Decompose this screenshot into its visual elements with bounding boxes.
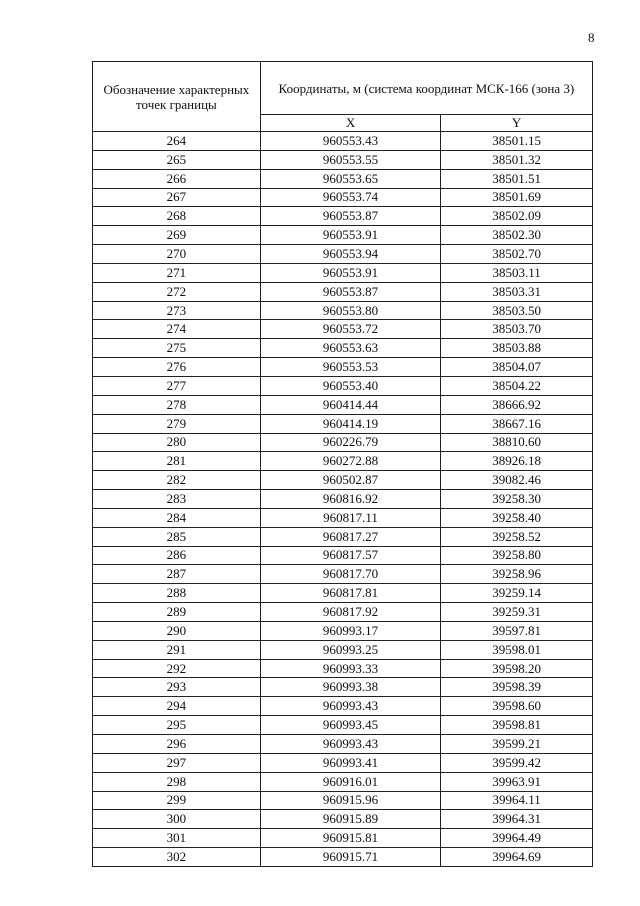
point-cell: 298 xyxy=(93,772,261,791)
y-coordinate-cell: 39258.52 xyxy=(441,527,593,546)
table-row xyxy=(93,584,593,603)
table-row xyxy=(93,603,593,622)
table-row xyxy=(93,376,593,395)
table-row xyxy=(93,848,593,867)
x-coordinate-cell: 960817.11 xyxy=(260,508,440,527)
y-coordinate-cell: 39258.30 xyxy=(441,490,593,509)
x-coordinate-cell: 960817.70 xyxy=(260,565,440,584)
point-cell: 266 xyxy=(93,169,261,188)
table-row xyxy=(93,527,593,546)
point-cell: 277 xyxy=(93,376,261,395)
point-cell: 300 xyxy=(93,810,261,829)
x-coordinate-cell: 960915.89 xyxy=(260,810,440,829)
point-cell: 281 xyxy=(93,452,261,471)
point-cell: 286 xyxy=(93,546,261,565)
point-cell: 279 xyxy=(93,414,261,433)
x-coordinate-cell: 960553.94 xyxy=(260,245,440,264)
y-coordinate-cell: 38503.50 xyxy=(441,301,593,320)
point-cell: 275 xyxy=(93,339,261,358)
table-row xyxy=(93,282,593,301)
table-row xyxy=(93,640,593,659)
x-coordinate-cell: 960993.25 xyxy=(260,640,440,659)
x-coordinate-cell: 960553.87 xyxy=(260,207,440,226)
y-coordinate-cell: 39964.11 xyxy=(441,791,593,810)
point-cell: 269 xyxy=(93,226,261,245)
y-column-header: Y xyxy=(441,115,593,132)
point-cell: 301 xyxy=(93,829,261,848)
table-row xyxy=(93,452,593,471)
point-cell: 297 xyxy=(93,753,261,772)
table-header xyxy=(93,62,593,132)
table-row xyxy=(93,188,593,207)
point-cell: 276 xyxy=(93,358,261,377)
x-coordinate-cell: 960553.65 xyxy=(260,169,440,188)
x-coordinate-cell: 960993.38 xyxy=(260,678,440,697)
y-coordinate-cell: 38501.15 xyxy=(441,132,593,151)
point-cell: 288 xyxy=(93,584,261,603)
x-coordinate-cell: 960553.72 xyxy=(260,320,440,339)
y-coordinate-cell: 39082.46 xyxy=(441,471,593,490)
x-coordinate-cell: 960502.87 xyxy=(260,471,440,490)
table-row xyxy=(93,735,593,754)
x-coordinate-cell: 960993.41 xyxy=(260,753,440,772)
point-cell: 302 xyxy=(93,848,261,867)
x-coordinate-cell: 960817.81 xyxy=(260,584,440,603)
x-coordinate-cell: 960553.55 xyxy=(260,150,440,169)
point-cell: 282 xyxy=(93,471,261,490)
point-cell: 267 xyxy=(93,188,261,207)
x-coordinate-cell: 960553.63 xyxy=(260,339,440,358)
y-coordinate-cell: 39598.39 xyxy=(441,678,593,697)
point-cell: 264 xyxy=(93,132,261,151)
table-row xyxy=(93,565,593,584)
table-row xyxy=(93,791,593,810)
point-cell: 295 xyxy=(93,716,261,735)
x-coordinate-cell: 960817.57 xyxy=(260,546,440,565)
point-cell: 284 xyxy=(93,508,261,527)
y-coordinate-cell: 39599.42 xyxy=(441,753,593,772)
x-coordinate-cell: 960553.74 xyxy=(260,188,440,207)
table-row xyxy=(93,508,593,527)
x-coordinate-cell: 960414.19 xyxy=(260,414,440,433)
x-coordinate-cell: 960915.81 xyxy=(260,829,440,848)
point-cell: 270 xyxy=(93,245,261,264)
x-coordinate-cell: 960916.01 xyxy=(260,772,440,791)
x-coordinate-cell: 960993.33 xyxy=(260,659,440,678)
y-coordinate-cell: 39598.60 xyxy=(441,697,593,716)
y-coordinate-cell: 39964.31 xyxy=(441,810,593,829)
y-coordinate-cell: 38503.88 xyxy=(441,339,593,358)
y-coordinate-cell: 39258.80 xyxy=(441,546,593,565)
page-number: 8 xyxy=(588,30,595,45)
y-coordinate-cell: 39598.01 xyxy=(441,640,593,659)
table-row xyxy=(93,301,593,320)
y-coordinate-cell: 39963.91 xyxy=(441,772,593,791)
coordinates-table xyxy=(92,61,593,867)
y-coordinate-cell: 38666.92 xyxy=(441,395,593,414)
x-coordinate-cell: 960553.40 xyxy=(260,376,440,395)
x-coordinate-cell: 960553.53 xyxy=(260,358,440,377)
point-cell: 268 xyxy=(93,207,261,226)
y-coordinate-cell: 39598.20 xyxy=(441,659,593,678)
table-row xyxy=(93,226,593,245)
point-cell: 287 xyxy=(93,565,261,584)
y-coordinate-cell: 38502.09 xyxy=(441,207,593,226)
y-coordinate-cell: 38502.70 xyxy=(441,245,593,264)
x-coordinate-cell: 960414.44 xyxy=(260,395,440,414)
table-row xyxy=(93,471,593,490)
table-row xyxy=(93,829,593,848)
table-row xyxy=(93,320,593,339)
table-row xyxy=(93,414,593,433)
x-coordinate-cell: 960993.43 xyxy=(260,735,440,754)
point-cell: 285 xyxy=(93,527,261,546)
table-row xyxy=(93,245,593,264)
y-coordinate-cell: 39258.40 xyxy=(441,508,593,527)
x-coordinate-cell: 960816.92 xyxy=(260,490,440,509)
table-row xyxy=(93,433,593,452)
x-coordinate-cell: 960993.45 xyxy=(260,716,440,735)
point-cell: 293 xyxy=(93,678,261,697)
y-coordinate-cell: 38504.07 xyxy=(441,358,593,377)
x-coordinate-cell: 960553.87 xyxy=(260,282,440,301)
x-coordinate-cell: 960553.91 xyxy=(260,263,440,282)
table-row xyxy=(93,753,593,772)
y-coordinate-cell: 39259.14 xyxy=(441,584,593,603)
y-coordinate-cell: 38503.70 xyxy=(441,320,593,339)
table-row xyxy=(93,263,593,282)
point-cell: 272 xyxy=(93,282,261,301)
y-coordinate-cell: 38504.22 xyxy=(441,376,593,395)
table-row xyxy=(93,697,593,716)
table-row xyxy=(93,678,593,697)
coordinates-column-header: Координаты, м (система координат МСК-166 (зона 3) xyxy=(260,62,592,115)
y-coordinate-cell: 39964.49 xyxy=(441,829,593,848)
table-row xyxy=(93,772,593,791)
point-cell: 294 xyxy=(93,697,261,716)
table-body xyxy=(93,132,593,867)
x-coordinate-cell: 960272.88 xyxy=(260,452,440,471)
y-coordinate-cell: 38926.18 xyxy=(441,452,593,471)
y-coordinate-cell: 39597.81 xyxy=(441,621,593,640)
x-coordinate-cell: 960553.80 xyxy=(260,301,440,320)
x-coordinate-cell: 960553.43 xyxy=(260,132,440,151)
y-coordinate-cell: 38810.60 xyxy=(441,433,593,452)
x-coordinate-cell: 960226.79 xyxy=(260,433,440,452)
x-coordinate-cell: 960553.91 xyxy=(260,226,440,245)
table-row xyxy=(93,339,593,358)
table-row xyxy=(93,395,593,414)
x-coordinate-cell: 960993.43 xyxy=(260,697,440,716)
point-cell: 283 xyxy=(93,490,261,509)
table-row xyxy=(93,810,593,829)
x-coordinate-cell: 960915.96 xyxy=(260,791,440,810)
y-coordinate-cell: 39258.96 xyxy=(441,565,593,584)
x-coordinate-cell: 960817.92 xyxy=(260,603,440,622)
y-coordinate-cell: 39598.81 xyxy=(441,716,593,735)
table-row xyxy=(93,716,593,735)
y-coordinate-cell: 39259.31 xyxy=(441,603,593,622)
x-column-header: X xyxy=(260,115,440,132)
point-cell: 280 xyxy=(93,433,261,452)
point-cell: 278 xyxy=(93,395,261,414)
point-cell: 292 xyxy=(93,659,261,678)
y-coordinate-cell: 39599.21 xyxy=(441,735,593,754)
point-cell: 271 xyxy=(93,263,261,282)
y-coordinate-cell: 38667.16 xyxy=(441,414,593,433)
y-coordinate-cell: 38501.69 xyxy=(441,188,593,207)
y-coordinate-cell: 38501.32 xyxy=(441,150,593,169)
y-coordinate-cell: 38503.11 xyxy=(441,263,593,282)
table-row xyxy=(93,169,593,188)
table-row xyxy=(93,659,593,678)
point-cell: 265 xyxy=(93,150,261,169)
point-column-header: Обозначение характерных точек границы xyxy=(93,62,261,132)
x-coordinate-cell: 960993.17 xyxy=(260,621,440,640)
table-row xyxy=(93,490,593,509)
point-cell: 273 xyxy=(93,301,261,320)
y-coordinate-cell: 39964.69 xyxy=(441,848,593,867)
y-coordinate-cell: 38503.31 xyxy=(441,282,593,301)
table-row xyxy=(93,546,593,565)
point-cell: 289 xyxy=(93,603,261,622)
point-cell: 291 xyxy=(93,640,261,659)
point-cell: 296 xyxy=(93,735,261,754)
y-coordinate-cell: 38502.30 xyxy=(441,226,593,245)
table-row xyxy=(93,358,593,377)
header-row xyxy=(93,62,593,115)
point-cell: 299 xyxy=(93,791,261,810)
table-row xyxy=(93,132,593,151)
table-row xyxy=(93,207,593,226)
y-coordinate-cell: 38501.51 xyxy=(441,169,593,188)
table-row xyxy=(93,150,593,169)
x-coordinate-cell: 960915.71 xyxy=(260,848,440,867)
point-cell: 274 xyxy=(93,320,261,339)
x-coordinate-cell: 960817.27 xyxy=(260,527,440,546)
table-row xyxy=(93,621,593,640)
point-cell: 290 xyxy=(93,621,261,640)
